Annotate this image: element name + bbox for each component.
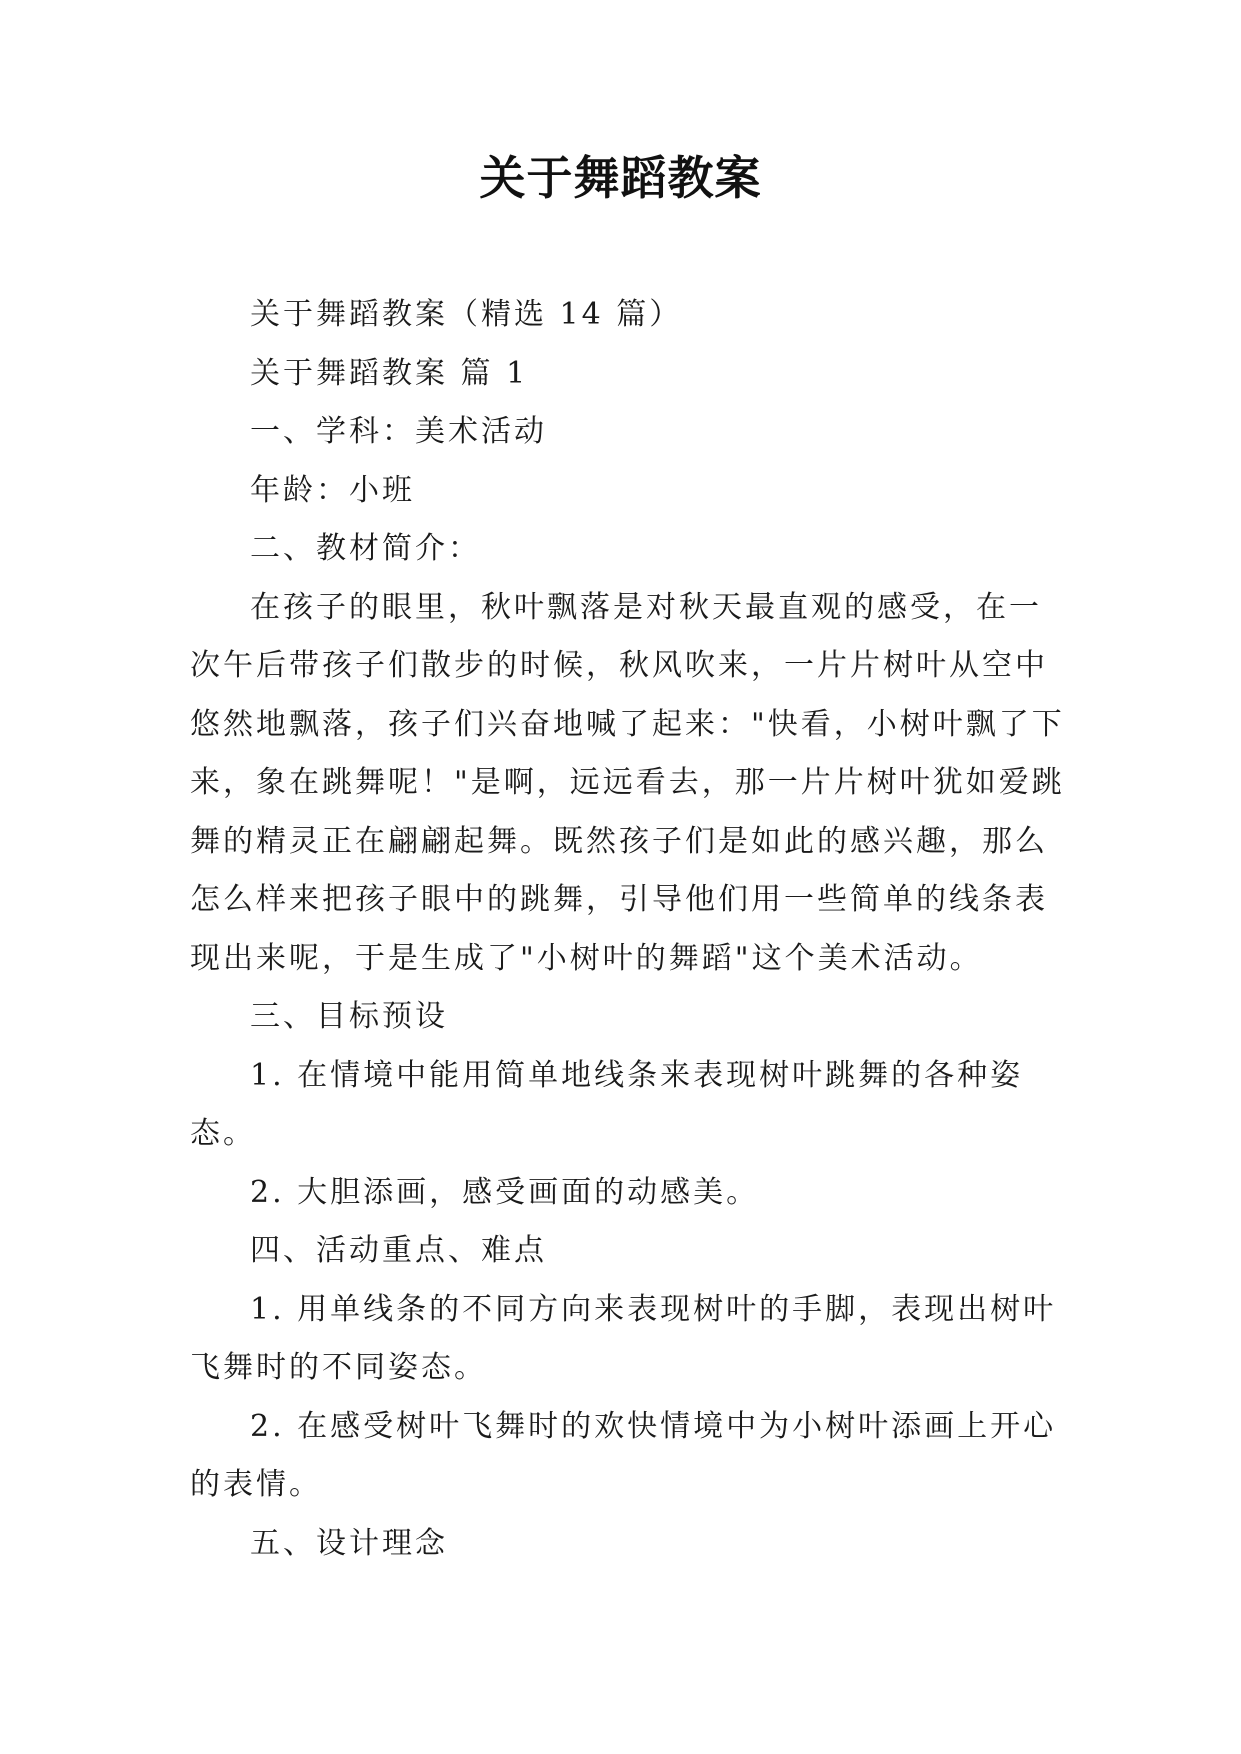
paragraph-subtitle: 关于舞蹈教案（精选 14 篇）: [250, 297, 683, 332]
paragraph-focus-1: 1. 用单线条的不同方向来表现树叶的手脚，表现出树叶飞舞时的不同姿态。: [190, 1291, 1057, 1385]
paragraph-goal-2: 2. 大胆添画，感受画面的动感美。: [250, 1174, 760, 1210]
paragraph-focus-2: 2. 在感受树叶飞舞时的欢快情境中为小树叶添画上开心的表情。: [190, 1408, 1057, 1502]
paragraph-section-heading: 关于舞蹈教案 篇 1: [250, 355, 529, 391]
paragraph-material-text: 在孩子的眼里，秋叶飘落是对秋天最直观的感受，在一次午后带孩子们散步的时候，秋风吹来，一片片树叶从空中悠然地飘落，孩子们兴奋地喊了起来："快看，小树叶飘了下来，象在跳舞呢！"是啊，远远看去，那一片片树叶犹如爱跳舞的精灵正在翩翩起舞。既然孩子们是如此的感兴趣，那么怎么样来把孩子眼中的跳舞，引导他们用一些简单的线条表现出来呢，于是生成了"小树叶的舞蹈"这个美术活动。: [190, 589, 1065, 976]
paragraph-goal-1: 1. 在情境中能用简单地线条来表现树叶跳舞的各种姿态。: [190, 1057, 1024, 1151]
paragraph-focus-heading: 四、活动重点、难点: [250, 1233, 547, 1268]
document-body: [190, 286, 1070, 1573]
paragraph-age: 年龄：小班: [250, 472, 415, 508]
paragraph-material-heading: 二、教材简介：: [250, 531, 481, 566]
paragraph-subject: 一、学科：美术活动: [250, 414, 547, 449]
paragraph-design-heading: 五、设计理念: [250, 1525, 448, 1561]
document-title: 关于舞蹈教案: [479, 151, 762, 205]
paragraph-goals-heading: 三、目标预设: [250, 999, 448, 1034]
